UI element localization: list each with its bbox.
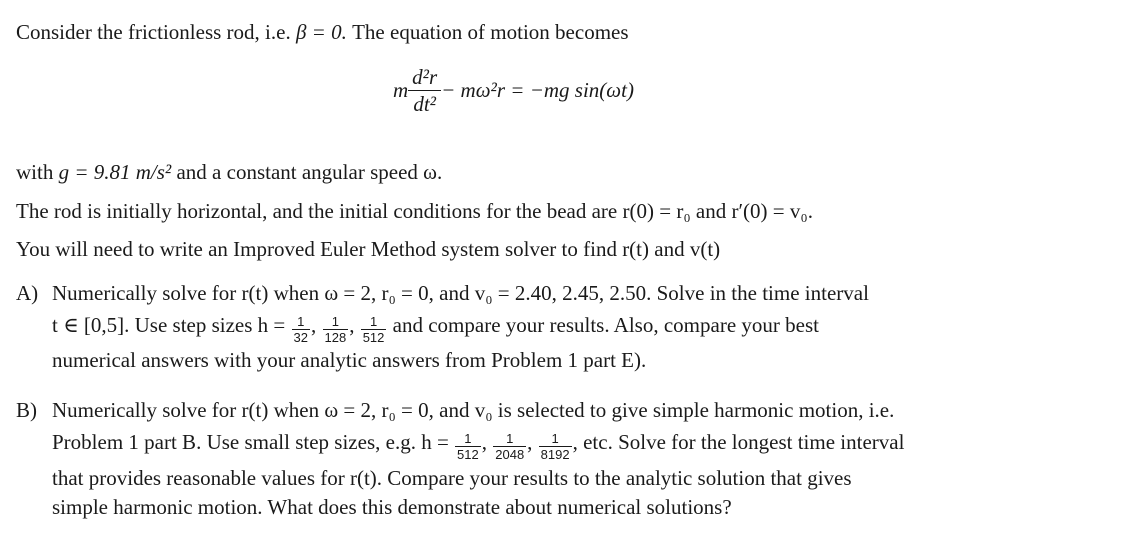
second-derivative-fraction	[408, 64, 441, 117]
part-a-label: A)	[16, 281, 39, 305]
initial-conditions-line: The rod is initially horizontal, and the initial conditions for the bead are r(0) = r₀ and r′(0) = v₀.	[16, 199, 813, 223]
gravity-with: with	[16, 160, 59, 184]
intro-prefix: Consider the frictionless rod, i.e.	[16, 20, 296, 44]
part-b-line-2: Problem 1 part B. Use small step sizes, e.g. h = $\frac{1}{512}$ , $\frac{1}{2048}$ , $\frac{1}{8192}$ , etc. Solve for the longest time interval	[52, 430, 905, 462]
part-a-line-2-pre: t ∈ [0,5]. Use step sizes h =	[52, 313, 291, 337]
part-b-line-1: Numerically solve for r(t) when ω = 2, r₀ = 0, and v₀ is selected to give simple harmonic motion, i.e.	[52, 398, 895, 422]
part-a-line-2-post: and compare your results. Also, compare your best	[387, 313, 819, 337]
part-b-line-2-post: etc. Solve for the longest time interval	[577, 430, 905, 454]
step-size-fraction: $\frac{1}{8192}$	[540, 431, 570, 462]
intro-line	[16, 20, 629, 45]
equation-rhs: − mω²r = −mg sin(ωt)	[441, 78, 634, 102]
gravity-line	[16, 160, 442, 185]
part-a-line-1: Numerically solve for r(t) when ω = 2, r₀ = 0, and v₀ = 2.40, 2.45, 2.50. Solve in the time interval	[52, 281, 869, 305]
equation-m: m	[393, 78, 409, 102]
step-size-fraction: $\frac{1}{128}$	[324, 314, 347, 345]
step-size-fraction: $\frac{1}{512}$	[457, 431, 479, 462]
gravity-expression: g = 9.81 m/s²	[58, 160, 172, 184]
fraction-numerator: d²r	[408, 64, 441, 91]
part-b-line-3: that provides reasonable values for r(t). Compare your results to the analytic solution that gives	[52, 466, 852, 490]
part-a-line-3: numerical answers with your analytic answers from Problem 1 part E).	[52, 348, 647, 372]
gravity-tail: and a constant angular speed ω.	[171, 160, 443, 184]
part-a-line-2: t ∈ [0,5]. Use step sizes h = $\frac{1}{32}$ , $\frac{1}{128}$ , $\frac{1}{512}$ and compare your results. Also, compare your best	[52, 313, 819, 345]
part-b-line-2-pre: Problem 1 part B. Use small step sizes, e.g. h =	[52, 430, 455, 454]
solver-instruction-line: You will need to write an Improved Euler Method system solver to find r(t) and v(t)	[16, 237, 721, 261]
step-size-fraction: $\frac{1}{2048}$	[495, 431, 525, 462]
part-b-label: B)	[16, 398, 37, 422]
step-size-fraction: $\frac{1}{32}$	[293, 314, 308, 345]
step-size-fraction: $\frac{1}{512}$	[362, 314, 385, 345]
fraction-denominator: dt²	[413, 92, 436, 116]
beta-expression: β = 0.	[295, 20, 347, 44]
intro-suffix: The equation of motion becomes	[346, 20, 629, 44]
part-b-line-4: simple harmonic motion. What does this demonstrate about numerical solutions?	[52, 495, 732, 519]
equation-of-motion	[393, 64, 634, 117]
